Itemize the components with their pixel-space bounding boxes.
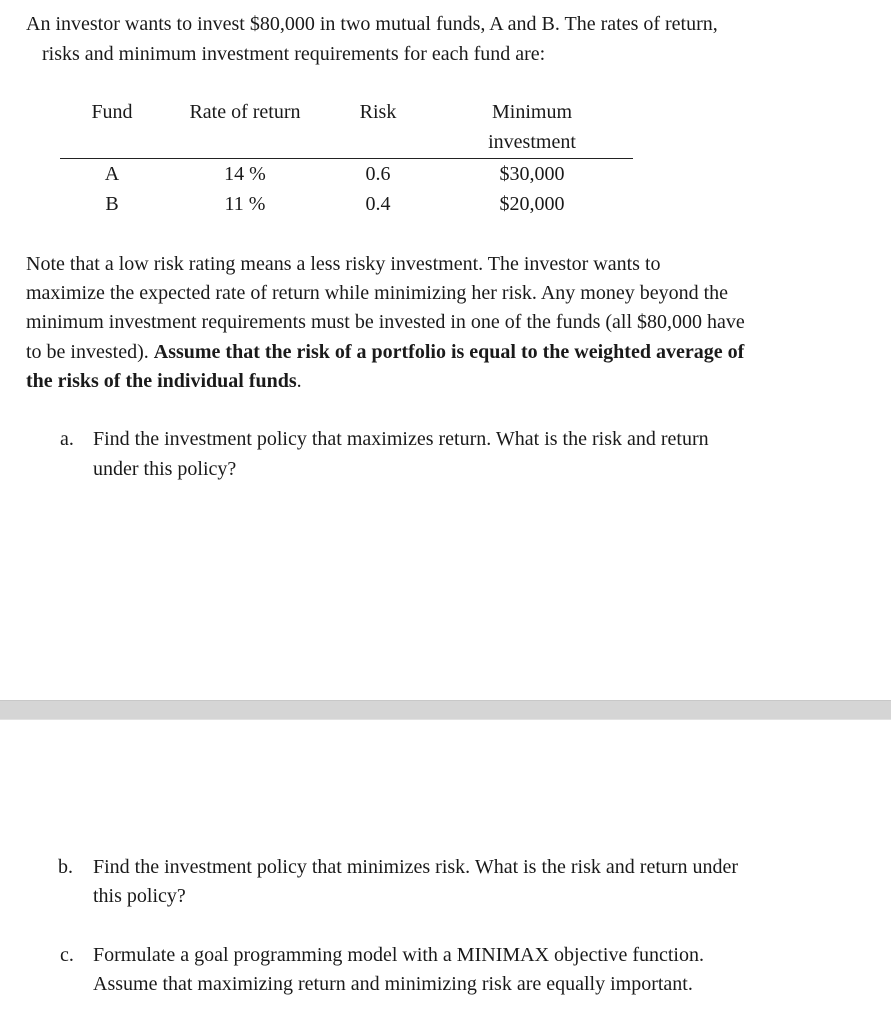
question-b-line-2: this policy? <box>93 885 186 907</box>
note-line-2: maximize the expected rate of return while minimizing her risk. Any money beyond the <box>26 282 729 304</box>
question-a-letter: a. <box>60 428 74 450</box>
cell-fund: A <box>104 163 120 185</box>
header-minimum: Minimum <box>491 101 572 123</box>
question-c-line-1: Formulate a goal programming model with a MINIMAX objective function. <box>93 944 704 966</box>
question-b-line-1: Find the investment policy that minimizes risk. What is the risk and return under <box>93 856 739 878</box>
cell-risk: 0.4 <box>365 193 391 215</box>
header-investment: investment <box>488 131 576 153</box>
intro-line-1: An investor wants to invest $80,000 in two mutual funds, A and B. The rates of return, <box>26 13 718 35</box>
cell-rate: 14 % <box>224 163 266 185</box>
cell-risk: 0.6 <box>365 163 391 185</box>
note-line-4 <box>26 340 744 364</box>
cell-fund: B <box>105 193 119 215</box>
header-rate-of-return: Rate of return <box>189 101 301 123</box>
question-c-line-2: Assume that maximizing return and minimizing risk are equally important. <box>93 973 693 995</box>
note-line-5 <box>26 369 302 393</box>
header-fund: Fund <box>91 101 133 123</box>
cell-min-investment: $20,000 <box>499 193 565 215</box>
question-a-line-1: Find the investment policy that maximizes return. What is the risk and return <box>93 428 709 450</box>
note-line-5-end: . <box>296 370 302 392</box>
intro-line-2: risks and minimum investment requirements for each fund are: <box>42 43 546 65</box>
cell-min-investment: $30,000 <box>499 163 565 185</box>
page-divider <box>0 700 891 720</box>
note-line-3: minimum investment requirements must be invested in one of the funds (all $80,000 have <box>26 311 745 333</box>
note-line-4-plain: to be invested). <box>26 341 154 363</box>
note-assumption-bold: Assume that the risk of a portfolio is equal to the weighted average of <box>153 341 745 363</box>
note-line-1: Note that a low risk rating means a less risky investment. The investor wants to <box>26 253 661 275</box>
question-a-line-2: under this policy? <box>93 458 237 480</box>
table-header-rule <box>60 158 633 159</box>
header-risk: Risk <box>359 101 397 123</box>
question-b-letter: b. <box>58 856 73 878</box>
question-c-letter: c. <box>60 944 74 966</box>
cell-rate: 11 % <box>224 193 266 215</box>
note-assumption-bold-cont: the risks of the individual funds <box>26 370 297 392</box>
